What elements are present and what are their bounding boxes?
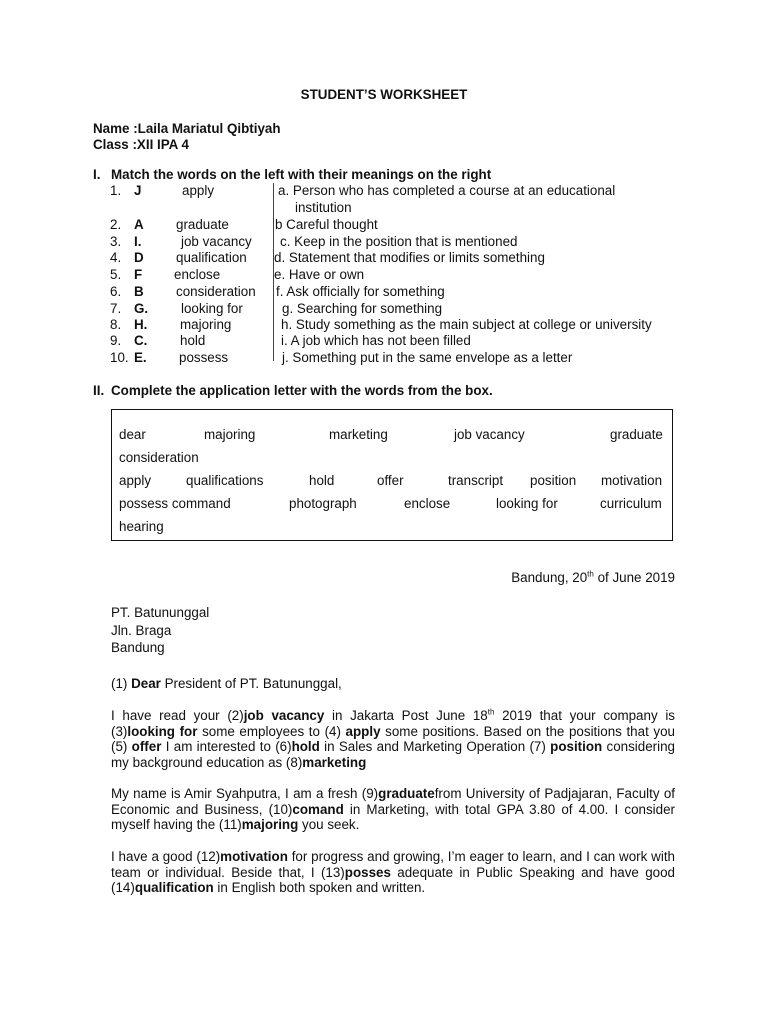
match-row [110, 267, 710, 283]
row-number: 2. [110, 217, 122, 232]
match-word: apply [182, 183, 215, 198]
answer-letter: B [134, 284, 144, 299]
answer-14: qualification [134, 880, 214, 896]
match-definition: i. A job which has not been filled [281, 333, 471, 348]
text: I have a good (12) [111, 849, 221, 864]
answer-6: hold [291, 739, 320, 755]
box-word: photograph [289, 496, 357, 511]
text: adequate in Public Speaking and have good (14) [111, 864, 675, 896]
text: I have read your (2) [111, 708, 244, 723]
box-word: motivation [601, 473, 663, 488]
answer-letter: E. [134, 350, 147, 365]
text: in Sales and Marketing Operation (7) [319, 739, 551, 755]
match-definition: c. Keep in the position that is mentioned [280, 234, 518, 249]
answer-letter: I. [134, 234, 142, 249]
box-word: offer [377, 473, 404, 488]
box-word: qualifications [186, 473, 264, 488]
box-word: graduate [610, 427, 663, 442]
text: considering my background education as (8) [111, 739, 675, 770]
text: I am interested to (6) [161, 739, 292, 755]
row-number: 9. [110, 333, 122, 348]
match-definition-continued: institution [295, 200, 352, 215]
match-word: looking for [181, 301, 243, 316]
answer-4: apply [345, 723, 381, 739]
row-number: 5. [110, 267, 122, 282]
match-word: hold [180, 333, 206, 348]
box-word: marketing [329, 427, 388, 442]
match-word: enclose [174, 267, 221, 282]
section-1-number: I. [93, 167, 101, 182]
match-word: consideration [176, 284, 256, 299]
answer-3: looking for [127, 723, 198, 739]
salutation [111, 676, 342, 691]
match-definition: b Careful thought [275, 217, 378, 232]
match-row [110, 234, 710, 250]
text: 2019 that your company is (3) [111, 708, 675, 739]
letter-paragraph-3 [111, 849, 675, 896]
section-1-heading [93, 167, 491, 182]
box-word: majoring [204, 427, 256, 442]
box-word: looking for [496, 496, 558, 511]
box-word: position [530, 473, 577, 488]
match-definition: a. Person who has completed a course at an educational [278, 183, 616, 198]
match-row [110, 183, 710, 199]
text: in English both spoken and written. [213, 880, 426, 896]
match-word: qualification [176, 250, 247, 265]
match-word: job vacancy [181, 234, 252, 249]
text: from University of Padjajaran, Faculty of Economic and Business, (10) [111, 786, 675, 817]
match-row [110, 284, 710, 300]
box-word: curriculum [600, 496, 662, 511]
salutation-rest: President of PT. Batununggal, [160, 676, 342, 691]
answer-9: graduate [378, 786, 435, 801]
section-2-heading [93, 383, 493, 398]
text: in Marketing, with total GPA 3.80 of 4.00. I consider myself having the (11) [111, 801, 676, 833]
salutation-number: (1) [111, 676, 132, 691]
row-number: 1. [110, 183, 122, 198]
text: some positions. Based on the positions that you (5) [111, 723, 675, 755]
match-row [110, 217, 710, 233]
answer-letter: D [134, 250, 144, 265]
text: My name is Amir Syahputra, I am a fresh (9) [111, 786, 379, 801]
box-word: hold [309, 473, 335, 488]
box-word: dear [119, 427, 146, 442]
letter-paragraph-2 [111, 786, 675, 833]
match-row [110, 301, 710, 317]
text: in Jakarta Post June 18 [324, 708, 488, 723]
answer-12: motivation [220, 849, 288, 864]
match-definition: d. Statement that modifies or limits something [274, 250, 545, 265]
answer-letter: G. [134, 301, 149, 316]
section-2-number: II. [93, 383, 105, 398]
answer-1: Dear [131, 676, 161, 691]
match-definition: e. Have or own [274, 267, 365, 282]
student-name: Name :Laila Mariatul Qibtiyah [93, 121, 281, 136]
box-word: hearing [119, 519, 164, 534]
answer-letter: H. [134, 317, 148, 332]
row-number: 3. [110, 234, 122, 249]
match-word: possess [179, 350, 229, 365]
address-line: Jln. Braga [111, 623, 172, 638]
word-box [111, 409, 673, 541]
box-word: possess command [119, 496, 231, 511]
answer-7: position [550, 739, 603, 755]
match-definition: g. Searching for something [282, 301, 443, 316]
answer-2: job vacancy [243, 708, 325, 723]
date-rest: of June 2019 [593, 570, 675, 585]
box-word: apply [119, 473, 152, 488]
answer-11: majoring [241, 817, 299, 833]
box-word: transcript [448, 473, 504, 488]
date-suffix: th [587, 569, 594, 579]
date-text: Bandung, 20 [511, 570, 588, 585]
address-line: Bandung [111, 640, 165, 655]
match-definition: h. Study something as the main subject at college or university [281, 317, 652, 332]
box-word: consideration [119, 450, 199, 465]
match-definition: f. Ask officially for something [276, 284, 445, 299]
match-row-continuation [110, 200, 710, 216]
answer-5: offer [131, 739, 162, 755]
letter-paragraph-1 [111, 708, 675, 770]
row-number: 7. [110, 301, 122, 316]
text: for progress and growing, I’m eager to learn, and I can work with team or individual. Beside that, I (13) [111, 849, 675, 880]
section-2-text: Complete the application letter with the words from the box. [111, 383, 493, 398]
match-row [110, 317, 710, 333]
row-number: 6. [110, 284, 122, 299]
page-title: STUDENT’S WORKSHEET [300, 87, 468, 102]
ordinal-suffix: th [487, 707, 495, 717]
answer-10: comand [292, 801, 344, 817]
row-number: 8. [110, 317, 122, 332]
text: you seek. [298, 817, 360, 833]
match-word: graduate [176, 217, 229, 232]
box-word: enclose [404, 496, 451, 511]
match-definition: j. Something put in the same envelope as a letter [282, 350, 573, 365]
letter-date [511, 570, 675, 585]
answer-letter: A [134, 217, 144, 232]
row-number: 4. [110, 250, 122, 265]
student-class: Class :XII IPA 4 [93, 137, 190, 152]
address-line: PT. Batununggal [111, 605, 210, 620]
answer-letter: C. [134, 333, 148, 348]
text: some employees to (4) [197, 723, 346, 739]
answer-letter: J [134, 183, 142, 198]
match-row [110, 333, 710, 349]
answer-letter: F [134, 267, 143, 282]
match-row [110, 250, 710, 266]
section-1-text: Match the words on the left with their meanings on the right [111, 167, 492, 182]
match-row [110, 350, 710, 366]
match-word: majoring [180, 317, 232, 332]
answer-13: posses [344, 864, 391, 880]
answer-8: marketing [302, 754, 367, 770]
row-number: 10. [110, 350, 129, 365]
box-word: job vacancy [454, 427, 525, 442]
